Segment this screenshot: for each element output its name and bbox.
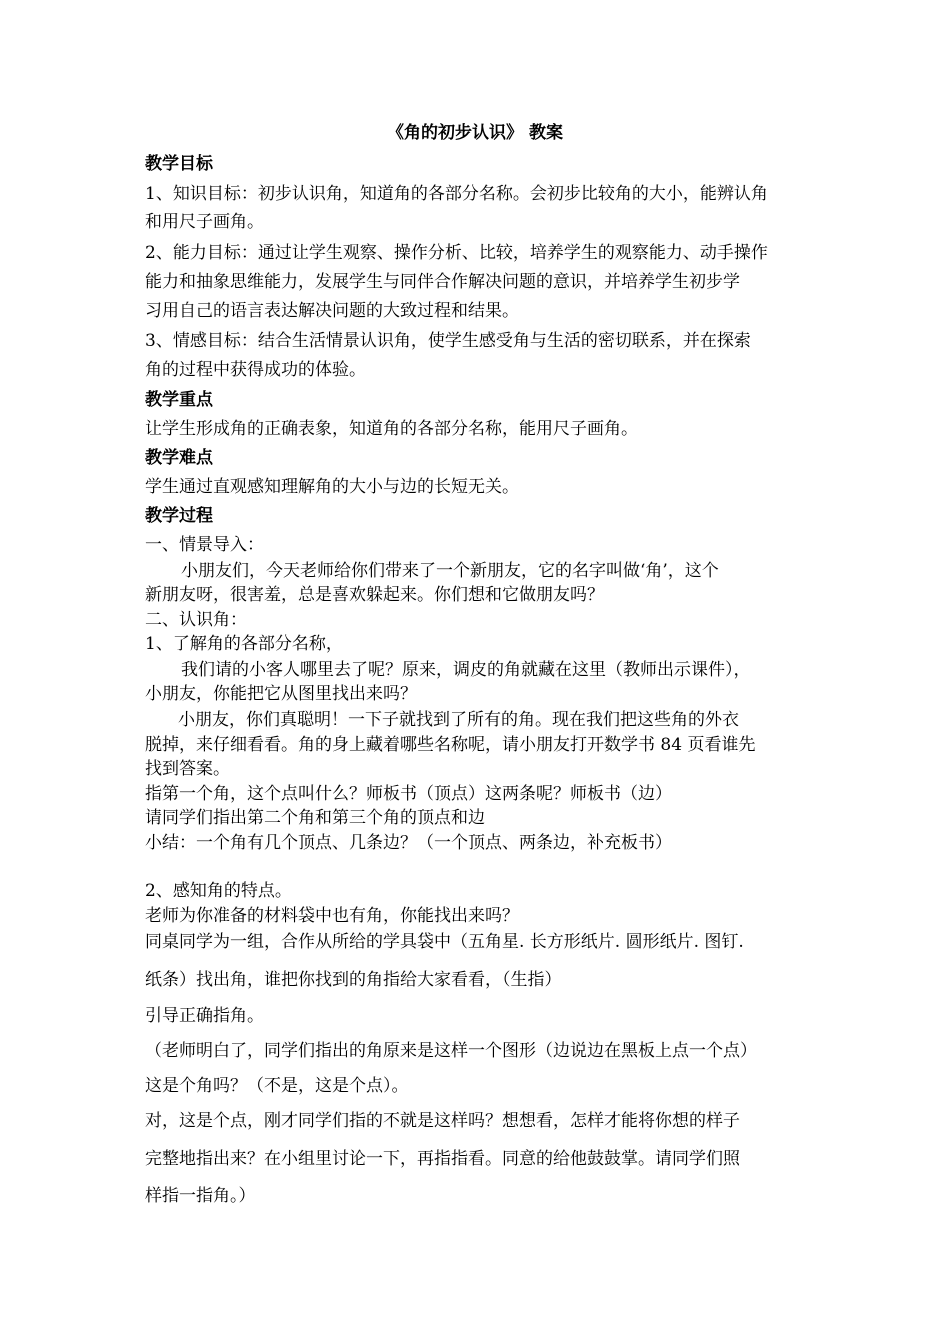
heading-key-points: 教学重点 [145,390,213,410]
paragraph-line: 纸条）找出角，谁把你找到的角指给大家看看，（生指） [145,970,562,990]
subsection-heading: 2、感知角的特点。 [145,881,292,901]
paragraph-line: 能力和抽象思维能力，发展学生与同伴合作解决问题的意识，并培养学生初步学 [145,272,740,292]
subsection-heading: 1、了解角的各部分名称， [145,634,343,654]
heading-teaching-goals: 教学目标 [145,154,213,174]
paragraph-line: 小朋友们，今天老师给你们带来了一个新朋友，它的名字叫做‘角’，这个 [181,561,719,581]
heading-teaching-process: 教学过程 [145,506,213,526]
paragraph-line: 我们请的小客人哪里去了呢？原来，调皮的角就藏在这里（教师出示课件）， [181,660,751,680]
paragraph-line: 小朋友，你能把它从图里找出来吗？ [145,684,417,704]
paragraph-line: 小朋友，你们真聪明！一下子就找到了所有的角。现在我们把这些角的外衣 [178,710,739,730]
paragraph-line: 完整地指出来？在小组里讨论一下，再指指看。同意的给他鼓鼓掌。请同学们照 [145,1149,740,1169]
paragraph-line: 这是个角吗？（不是，这是个点）。 [145,1076,409,1096]
paragraph-line: 习用自己的语言表达解决问题的大致过程和结果。 [145,301,519,321]
paragraph-line: 让学生形成角的正确表象，知道角的各部分名称，能用尺子画角。 [145,419,638,439]
paragraph-line: 请同学们指出第二个角和第三个角的顶点和边 [145,808,485,828]
paragraph-line: 同桌同学为一组，合作从所给的学具袋中（五角星. 长方形纸片. 圆形纸片. 图钉. [145,932,744,952]
paragraph-line: 对，这是个点，刚才同学们指的不就是这样吗？想想看，怎样才能将你想的样子 [145,1111,740,1131]
paragraph-line: 3、情感目标：结合生活情景认识角，使学生感受角与生活的密切联系，并在探索 [145,331,751,351]
heading-difficulties: 教学难点 [145,448,213,468]
paragraph-line: 学生通过直观感知理解角的大小与边的长短无关。 [145,477,519,497]
paragraph-line: 老师为你准备的材料袋中也有角，你能找出来吗？ [145,906,519,926]
paragraph-line: 新朋友呀，很害羞，总是喜欢躲起来。你们想和它做朋友吗？ [145,585,604,605]
paragraph-line: 和用尺子画角。 [145,212,264,232]
paragraph-line: 脱掉，来仔细看看。角的身上藏着哪些名称呢，请小朋友打开数学书 84 页看谁先 [145,735,756,755]
paragraph-line: 小结：一个角有几个顶点、几条边？（一个顶点、两条边，补充板书） [145,833,672,853]
section-heading: 一、情景导入： [145,535,264,555]
paragraph-line: 角的过程中获得成功的体验。 [145,360,366,380]
paragraph-line: 指第一个角，这个点叫什么？师板书（顶点）这两条呢？师板书（边） [145,784,672,804]
paragraph-line: 找到答案。 [145,759,230,779]
paragraph-line: 引导正确指角。 [145,1006,264,1026]
paragraph-line: 1、知识目标：初步认识角，知道角的各部分名称。会初步比较角的大小，能辨认角 [145,184,768,204]
paragraph-line: （老师明白了，同学们指出的角原来是这样一个图形（边说边在黑板上点一个点） [145,1041,757,1061]
paragraph-line: 样指一指角。） [145,1186,256,1206]
document-title: 《角的初步认识》 教案 [387,123,563,143]
section-heading: 二、认识角： [145,610,247,630]
paragraph-line: 2、能力目标：通过让学生观察、操作分析、比较，培养学生的观察能力、动手操作 [145,243,768,263]
